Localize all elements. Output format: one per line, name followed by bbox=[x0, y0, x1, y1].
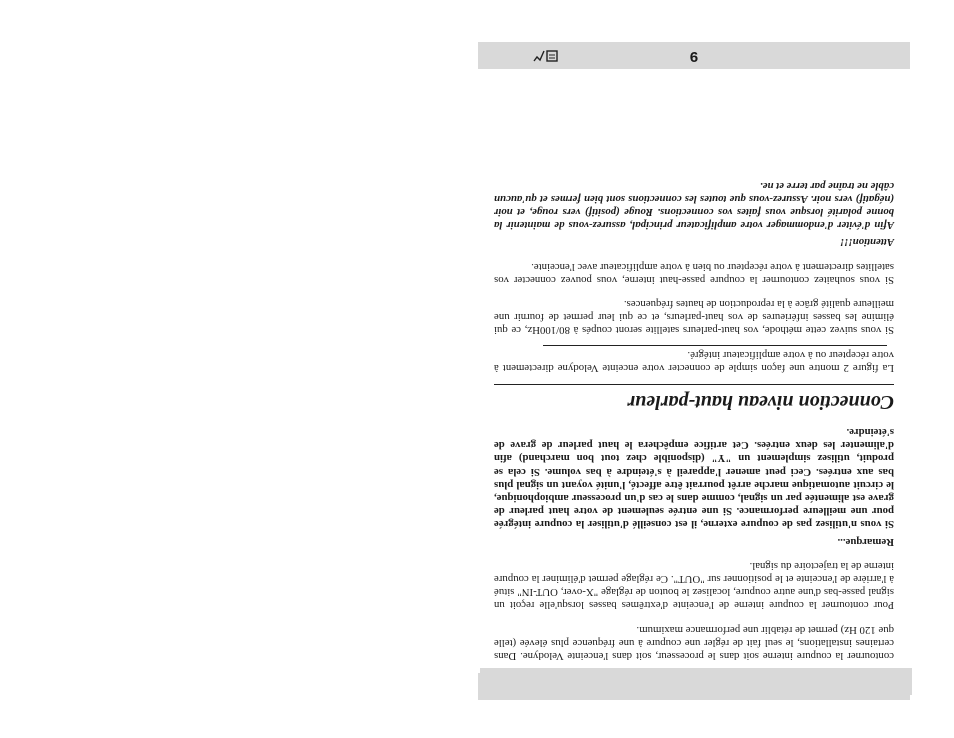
attention-title: Attention!!! bbox=[839, 236, 894, 249]
heading-rule bbox=[494, 384, 894, 385]
manual-icon bbox=[532, 49, 558, 63]
paragraph-3: La figure 2 montre une façon simple de connecter votre enceinte Velodyne directement à votre récepteur ou à votre amplificateur intégré. bbox=[494, 348, 894, 374]
body-text bbox=[494, 167, 894, 662]
section-heading: Connection niveau haut-parleur bbox=[627, 390, 894, 413]
left-page-column bbox=[478, 42, 910, 700]
page-footer-band bbox=[478, 42, 910, 69]
remarque-title: Remarque... bbox=[837, 535, 894, 548]
paragraph-5: Si vous souhaitez contourner la coupure passe-haut interne, vous pouvez connecter vos satellites directement à votre récepteur ou bien à votre amplificateur avec l'enceinte. bbox=[494, 260, 894, 286]
paragraph-4: Si vous suivez cette méthode, vos haut-parleurs satellite seront coupés à 80/100Hz, ce qui élimine les basses inférieures de vos haut-parleurs, et ce qui leur permet de fournir une meilleure qualité grâce à la reproduction de hautes fréquences. bbox=[494, 297, 894, 337]
remarque-body: Si vous n'utilisez pas de coupure externe, il est conseillé d'utiliser la coupure intégrée pour une meilleure performance. Si une entrée seulement de votre haut parleur de grave est alimentée par un signal, comme dans le cas d'un processeur ambiophonique, le circuit automatique marche arrêt pourrait être affecté, l'unité voyant un signal plus bas aux entrées. Ceci peut amener l'appareil à s'éteindre à bas volume. Si cela se produit, utilisez simplement un "Y" (disponible chez tout bon marchand) afin d'alimenter les deux entrées. Cet artifice empêchera le haut parleur de grave de s'éteindre. bbox=[494, 425, 894, 531]
left-page-header-band bbox=[478, 673, 910, 700]
paragraph-2: Pour contourner la coupure interne de l'enceinte d'extrêmes basses lorsqu'elle reçoit un signal passe-bas d'une autre coupure, localisez le bouton de réglage "X-over, OUT-IN" situé à l'arrière de l'enceinte et le positionner sur "OUT". Ce réglage permet d'éliminer la coupure interne de la trajectoire du signal. bbox=[494, 559, 894, 612]
paragraph-1: contourner la coupure interne soit dans le processeur, soit dans l'enceinte Velodyne. Dans certaines installations, le seul fait de régler une coupure à une fréquence plus élevée (telle que 120 Hz) permet de rétablir une performance maximum. bbox=[494, 623, 894, 662]
attention-body: Afin d'éviter d'endommager votre amplificateur principal, assurez-vous de maintenir la bonne polarité lorsque vous faites vos connections. Rouge (positif) vers rouge, et noir (négatif) vers noir. Assurez-vous que toutes les connections sont bien fermes et qu'aucun câble ne traîne par terre et ne. bbox=[494, 179, 894, 232]
page-number: 9 bbox=[689, 48, 699, 65]
